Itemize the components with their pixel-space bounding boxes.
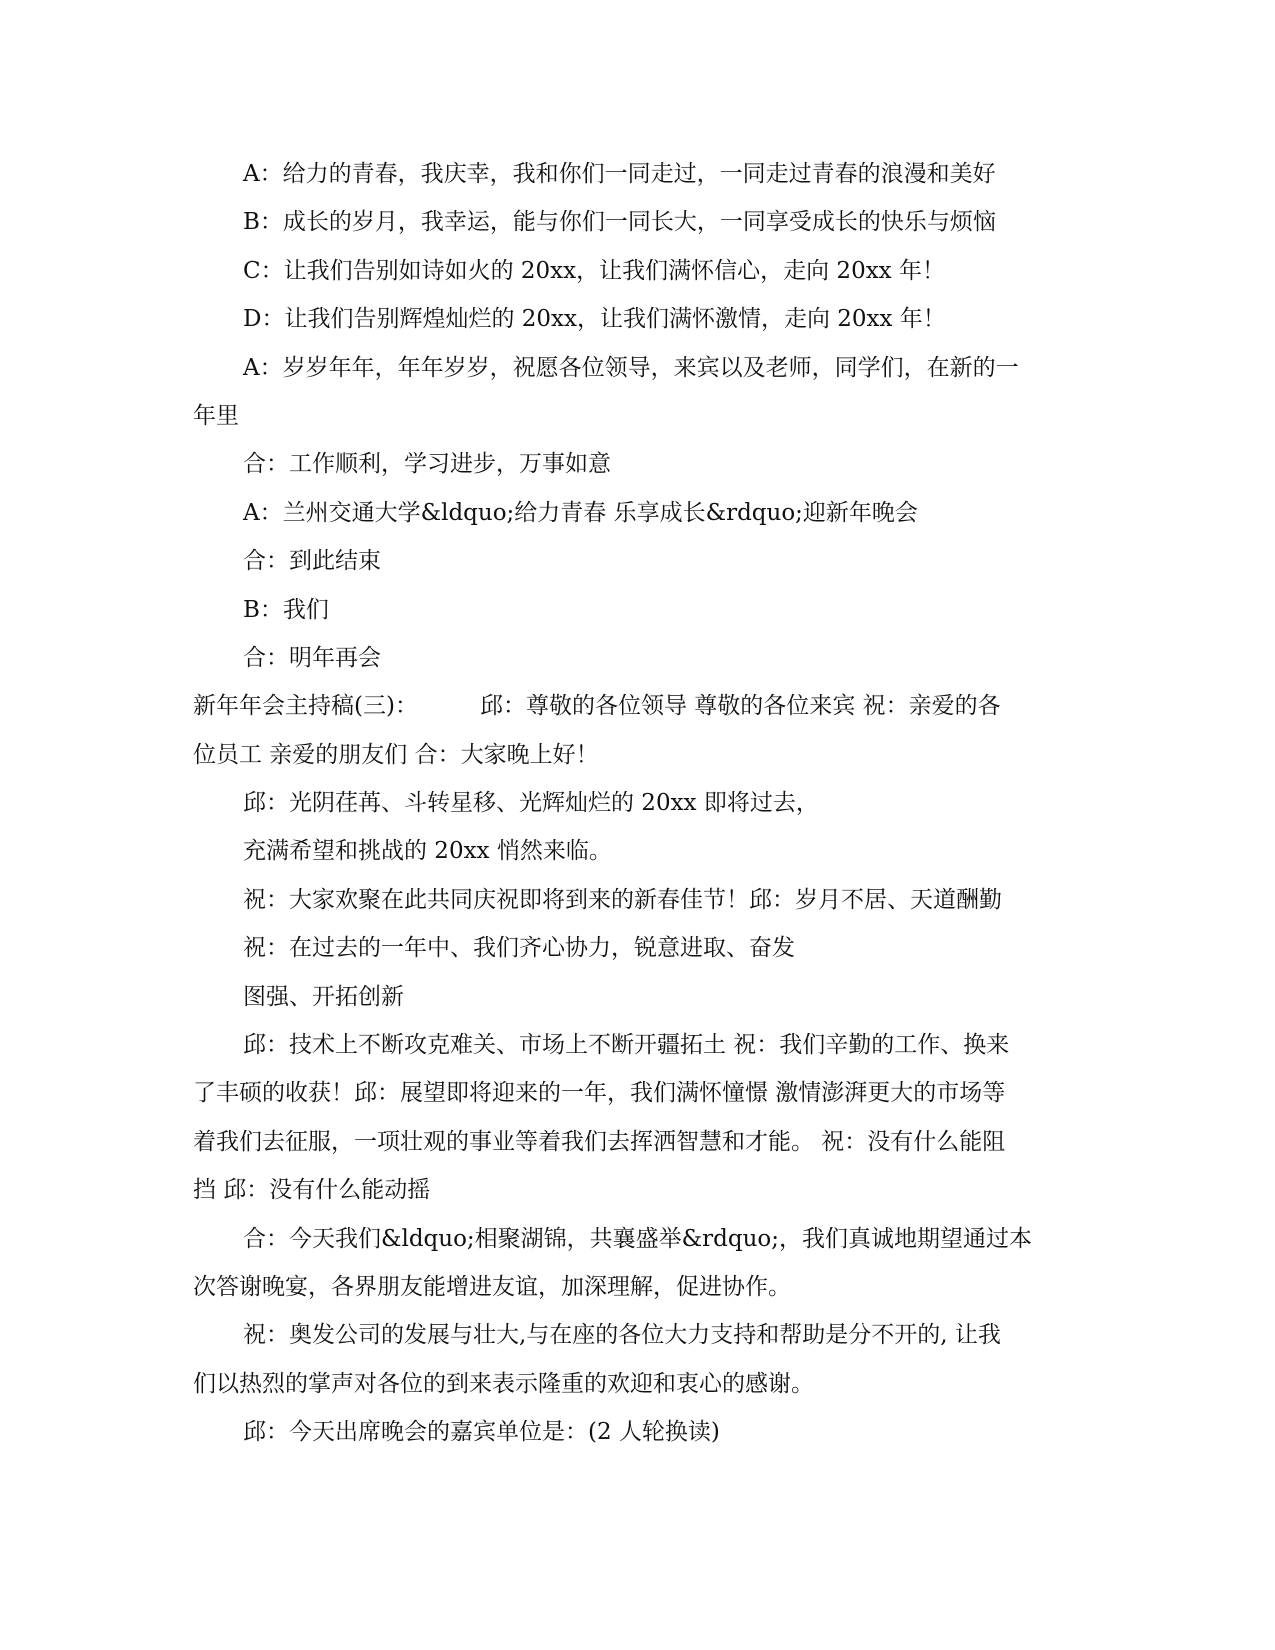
text-line: 着我们去征服，一项壮观的事业等着我们去挥洒智慧和才能。 祝：没有什么能阻 xyxy=(193,1128,1006,1155)
text-line: 祝：奥发公司的发展与壮大,与在座的各位大力支持和帮助是分不开的, 让我 xyxy=(243,1322,1001,1349)
text-line: 邱：技术上不断攻克难关、市场上不断开疆拓土 祝：我们辛勤的工作、换来 xyxy=(243,1032,1010,1059)
text-line: 图强、开拓创新 xyxy=(243,983,404,1010)
text-line: 合：今天我们&ldquo;相聚湖锦，共襄盛举&rdquo;，我们真诚地期望通过本 xyxy=(243,1225,1033,1252)
text-line: C：让我们告别如诗如火的 20xx，让我们满怀信心，走向 20xx 年！ xyxy=(243,257,945,284)
text-line: D：让我们告别辉煌灿烂的 20xx，让我们满怀激情，走向 20xx 年！ xyxy=(243,306,946,333)
text-line: 充满希望和挑战的 20xx 悄然来临。 xyxy=(243,838,612,865)
text-line: A：给力的青春，我庆幸，我和你们一同走过，一同走过青春的浪漫和美好 xyxy=(243,161,996,187)
text-line: 们以热烈的掌声对各位的到来表示隆重的欢迎和衷心的感谢。 xyxy=(193,1370,814,1397)
text-line: 合：到此结束 xyxy=(243,548,381,575)
text-line: B：我们 xyxy=(243,596,329,623)
text-line: 邱：今天出席晚会的嘉宾单位是：(2 人轮换读) xyxy=(243,1419,720,1446)
text-line: 年里 xyxy=(193,402,239,429)
text-line: 祝：在过去的一年中、我们齐心协力，锐意进取、奋发 xyxy=(243,935,795,962)
text-line: 挡 邱：没有什么能动摇 xyxy=(193,1177,431,1204)
text-line: A：岁岁年年，年年岁岁，祝愿各位领导，来宾以及老师，同学们，在新的一 xyxy=(243,354,1019,381)
section-heading: 新年年会主持稿(三)： xyxy=(193,693,418,720)
text-line: 合：明年再会 xyxy=(243,644,381,671)
section-heading-line xyxy=(193,682,1073,730)
text-run: 邱：尊敬的各位领导 尊敬的各位来宾 祝：亲爱的各 xyxy=(479,693,1001,720)
text-line: 次答谢晚宴，各界朋友能增进友谊，加深理解，促进协作。 xyxy=(193,1273,791,1300)
text-line: B：成长的岁月，我幸运，能与你们一同长大，一同享受成长的快乐与烦恼 xyxy=(243,209,996,236)
text-line: 位员工 亲爱的朋友们 合：大家晚上好！ xyxy=(193,741,599,768)
text-line: 祝：大家欢聚在此共同庆祝即将到来的新春佳节！邱：岁月不居、天道酬勤 xyxy=(243,886,1002,913)
text-line: A：兰州交通大学&ldquo;给力青春 乐享成长&rdquo;迎新年晚会 xyxy=(243,499,918,526)
text-line: 合：工作顺利，学习进步，万事如意 xyxy=(243,451,611,478)
text-line: 邱：光阴荏苒、斗转星移、光辉灿烂的 20xx 即将过去， xyxy=(243,790,819,817)
document-body xyxy=(193,150,1073,1457)
text-line: 了丰硕的收获！邱：展望即将迎来的一年，我们满怀憧憬 激情澎湃更大的市场等 xyxy=(193,1080,1006,1107)
